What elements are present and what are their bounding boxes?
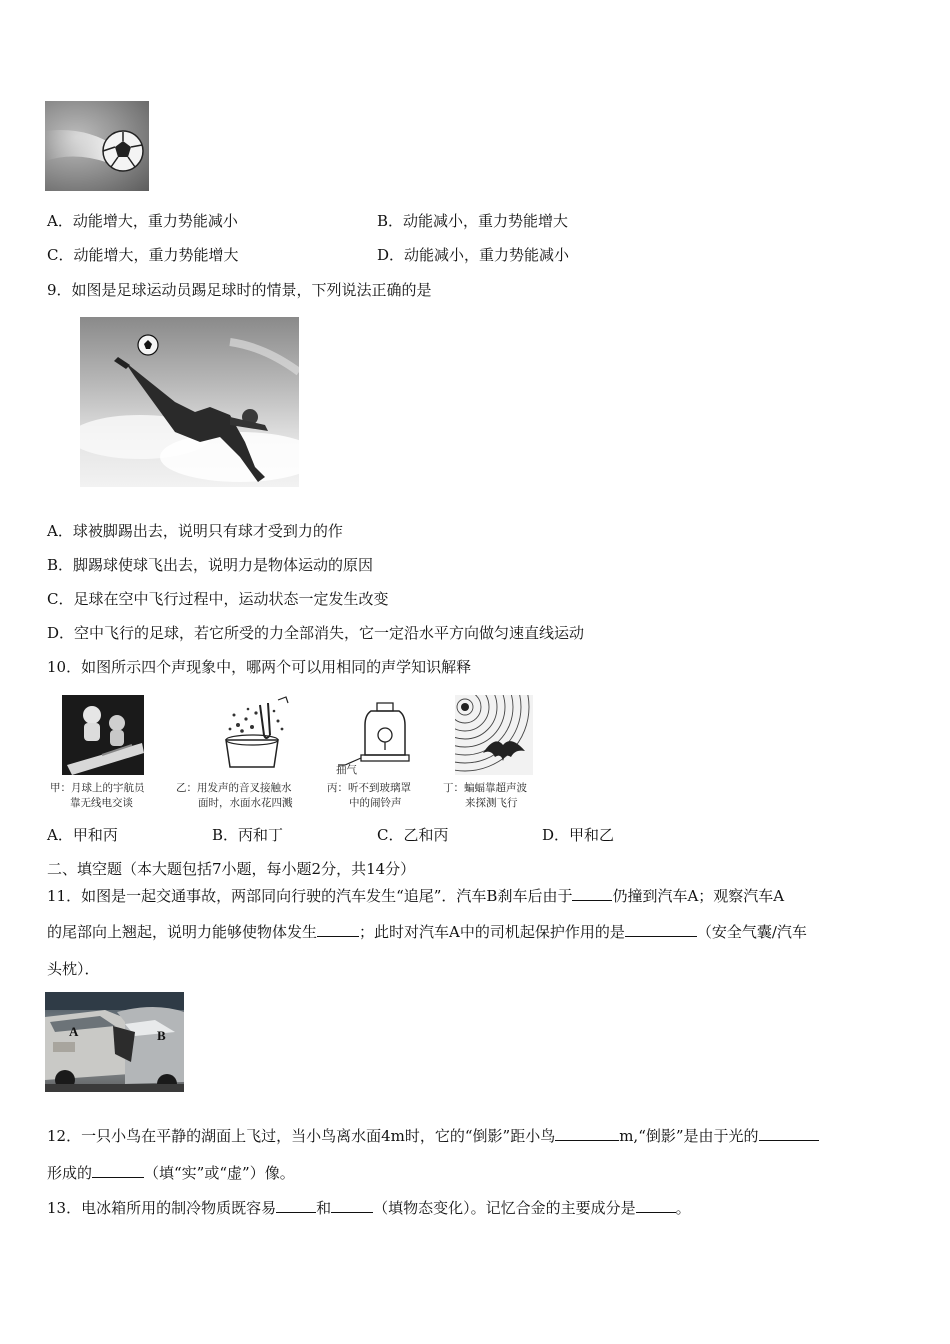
q13-text-c: （填物态变化）。记忆合金的主要成分是	[373, 1199, 636, 1217]
caption-jia-2: 靠无线电交谈	[70, 797, 133, 809]
q11-blank-3[interactable]	[625, 922, 697, 937]
q13-blank-3[interactable]	[636, 1198, 676, 1213]
q12-text-2b: （填“实”或“虚”）像。	[144, 1164, 295, 1182]
q11-text-2a: 的尾部向上翘起，说明力能够使物体发生	[47, 923, 318, 941]
q13-text-a: 13．电冰箱所用的制冷物质既容易	[47, 1199, 277, 1217]
q9-option-a: A．球被脚踢出去，说明只有球才受到力的作	[47, 522, 343, 540]
q11-blank-1[interactable]	[572, 886, 612, 901]
caption-yi-1: 乙：用发声的音叉接触水	[176, 782, 292, 794]
q11-text-2c: （安全气囊/汽车	[696, 923, 807, 941]
tuning-fork-water-drawing	[208, 695, 298, 775]
q11-blank-2[interactable]	[317, 922, 359, 937]
q11-line-3: 头枕）．	[47, 960, 100, 978]
q11-line-2	[47, 922, 807, 942]
caption-bing-2: 中的闹铃声	[349, 797, 402, 809]
caption-ding-2: 来探测飞行	[465, 797, 518, 809]
bat-figure	[455, 695, 533, 775]
q10-option-a: A．甲和丙	[47, 826, 118, 844]
q13-text-d: 。	[675, 1199, 691, 1217]
q12-blank-1[interactable]	[555, 1126, 619, 1141]
q9-option-d: D．空中飞行的足球，若它所受的力全部消失，它一定沿水平方向做匀速直线运动	[47, 624, 585, 642]
q10-option-b: B．丙和丁	[212, 826, 284, 844]
section-2-title: 二、填空题（本大题包括7小题，每小题2分，共14分）	[47, 860, 416, 878]
q9-stem: 9．如图是足球运动员踢足球时的情景，下列说法正确的是	[47, 281, 432, 299]
q8-option-a: A．动能增大，重力势能减小	[47, 212, 238, 230]
q10-stem: 10．如图所示四个声现象中，哪两个可以用相同的声学知识解释	[47, 658, 472, 676]
caption-jia-1: 甲：月球上的宇航员	[50, 782, 145, 794]
q12-text-1a: 12．一只小鸟在平静的湖面上飞过，当小鸟离水面4m时，它的“倒影”距小鸟	[47, 1127, 556, 1145]
car-crash-figure	[45, 992, 184, 1092]
football-kick-figure	[80, 317, 299, 487]
q10-option-c: C．乙和丙	[377, 826, 449, 844]
soccer-ball-figure	[45, 101, 149, 191]
q11-text-2b: ；此时对汽车A中的司机起保护作用的是	[359, 923, 625, 941]
q12-blank-2[interactable]	[759, 1126, 819, 1141]
q10-option-d: D．甲和乙	[542, 826, 615, 844]
bell-jar-pump-label: 抽气	[336, 764, 357, 776]
car-label-b: B	[157, 1028, 166, 1043]
tuning-fork-figure	[208, 695, 298, 775]
q12-text-1b: m,“倒影”是由于光的	[619, 1127, 759, 1145]
q11-text-1a: 11．如图是一起交通事故，两部同向行驶的汽车发生“追尾”．汽车B刹车后由于	[47, 887, 573, 905]
football-kick-photo	[80, 317, 299, 487]
caption-yi-2: 面时，水面水花四溅	[198, 797, 293, 809]
car-label-a: A	[69, 1024, 79, 1039]
q11-line-1	[47, 886, 784, 906]
q9-option-b: B．脚踢球使球飞出去，说明力是物体运动的原因	[47, 556, 374, 574]
soccer-ball-icon	[45, 101, 149, 191]
q12-line-2	[47, 1163, 295, 1183]
q8-option-d: D．动能减小，重力势能减小	[377, 246, 570, 264]
bat-ultrasound-drawing	[455, 695, 533, 775]
astronaut-figure	[62, 695, 144, 775]
caption-ding-1: 丁：蝙蝠靠超声波	[443, 782, 527, 794]
q8-option-b: B．动能减小，重力势能增大	[377, 212, 569, 230]
q8-option-c: C．动能增大，重力势能增大	[47, 246, 239, 264]
q11-text-1b: 仍撞到汽车A；观察汽车A	[612, 887, 785, 905]
q13-blank-1[interactable]	[276, 1198, 316, 1213]
q13-line	[47, 1198, 691, 1218]
q13-blank-2[interactable]	[331, 1198, 373, 1213]
q12-text-2a: 形成的	[47, 1164, 93, 1182]
astronaut-photo	[62, 695, 144, 775]
caption-bing-1: 丙：听不到玻璃罩	[327, 782, 411, 794]
q12-line-1	[47, 1126, 819, 1146]
q9-option-c: C．足球在空中飞行过程中，运动状态一定发生改变	[47, 590, 389, 608]
q13-text-b: 和	[316, 1199, 332, 1217]
q12-blank-3[interactable]	[92, 1163, 144, 1178]
